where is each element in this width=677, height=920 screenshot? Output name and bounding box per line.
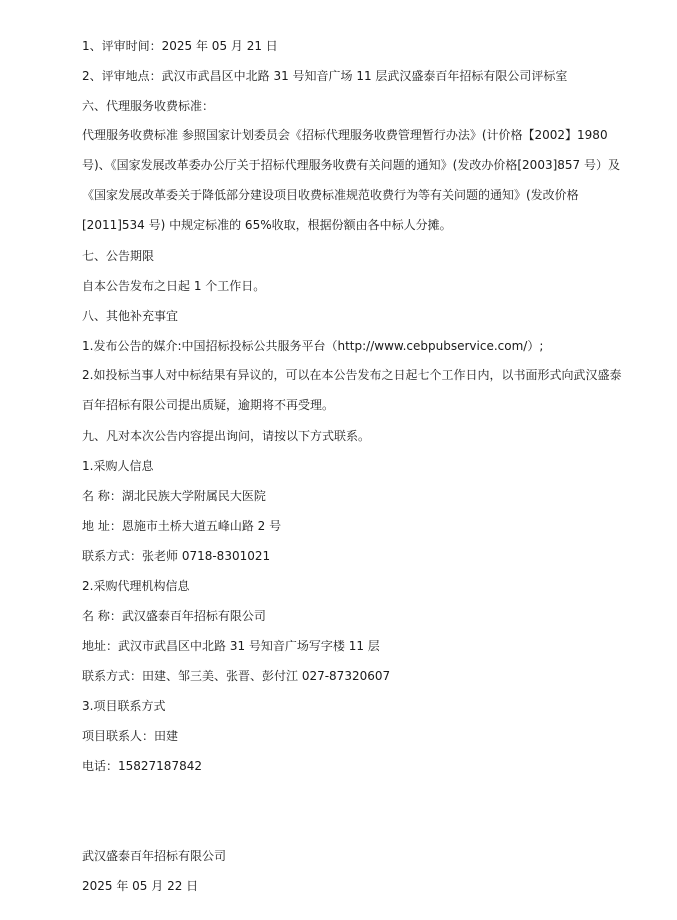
section-7-heading: 七、公告期限 bbox=[82, 249, 155, 263]
agent-name: 名 称：武汉盛泰百年招标有限公司 bbox=[82, 609, 266, 623]
buyer-info-heading: 1.采购人信息 bbox=[82, 459, 154, 473]
objection-notice: 2.如投标当事人对中标结果有异议的，可以在本公告发布之日起七个工作日内，以书面形式向武汉盛泰百年招标有限公司提出质疑，逾期将不再受理。 bbox=[82, 368, 622, 412]
publication-media: 1.发布公告的媒介:中国招标投标公共服务平台（http://www.cebpubservice.com/）; bbox=[82, 339, 544, 353]
project-contact-heading: 3.项目联系方式 bbox=[82, 699, 166, 713]
buyer-name: 名 称：湖北民族大学附属民大医院 bbox=[82, 489, 266, 503]
buyer-address: 地 址：恩施市土桥大道五峰山路 2 号 bbox=[82, 519, 282, 533]
agent-contact: 联系方式：田建、邹三美、张晋、彭付江 027-87320607 bbox=[82, 669, 391, 683]
section-8-heading: 八、其他补充事宜 bbox=[82, 309, 179, 323]
review-time: 1、评审时间：2025 年 05 月 21 日 bbox=[82, 39, 278, 53]
signature-organization: 武汉盛泰百年招标有限公司 bbox=[82, 849, 227, 863]
section-6-heading: 六、代理服务收费标准： bbox=[82, 99, 215, 113]
signature-date: 2025 年 05 月 22 日 bbox=[82, 879, 199, 893]
buyer-contact: 联系方式：张老师 0718-8301021 bbox=[82, 549, 271, 563]
fee-standard-text: 代理服务收费标准 参照国家计划委员会《招标代理服务收费管理暂行办法》(计价格【2002】1980 号)、《国家发展改革委办公厅关于招标代理服务收费有关问题的通知》(发改办价格[2003]857 号）及《国家发展改革委关于降低部分建设项目收费标准规范收费行为等有关问题的通知》(发改价格[2011]534 号) 中规定标准的 65%收取，根据份额由各中标人分摊。 bbox=[82, 128, 620, 232]
agent-info-heading: 2.采购代理机构信息 bbox=[82, 579, 190, 593]
agent-address: 地址：武汉市武昌区中北路 31 号知音广场写字楼 11 层 bbox=[82, 639, 380, 653]
project-phone: 电话：15827187842 bbox=[82, 759, 202, 773]
announcement-period: 自本公告发布之日起 1 个工作日。 bbox=[82, 279, 266, 293]
section-9-heading: 九、凡对本次公告内容提出询问，请按以下方式联系。 bbox=[82, 429, 371, 443]
review-location: 2、评审地点：武汉市武昌区中北路 31 号知音广场 11 层武汉盛泰百年招标有限公司评标室 bbox=[82, 69, 568, 83]
project-contact-person: 项目联系人：田建 bbox=[82, 729, 179, 743]
